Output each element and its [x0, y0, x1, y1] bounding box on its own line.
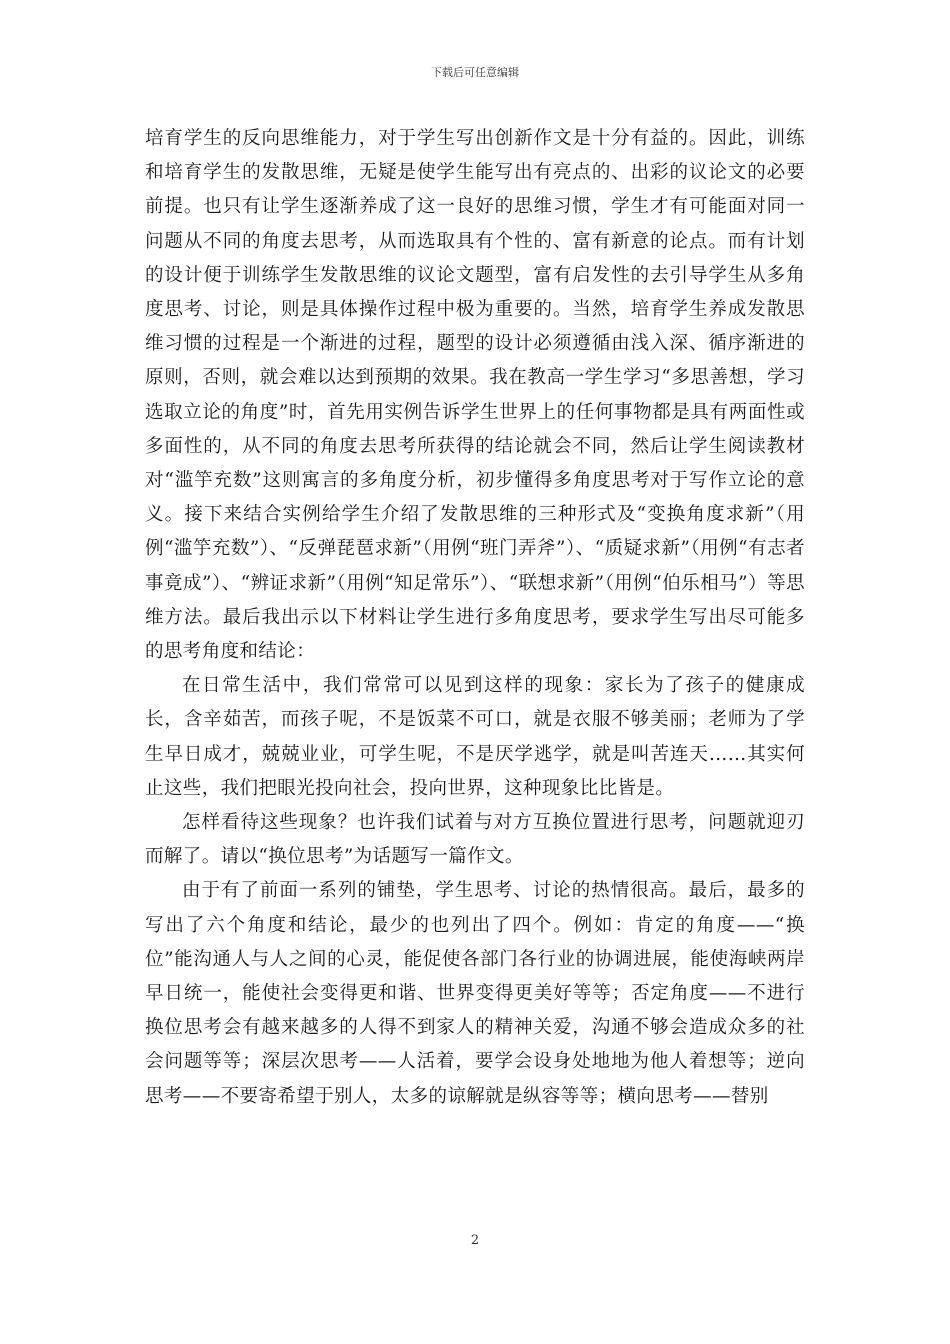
document-body: [145, 122, 805, 1114]
page-header: 下载后可任意编辑: [431, 66, 519, 79]
paragraph-3: 怎样看待这些现象？也许我们试着与对方互换位置进行思考，问题就迎刃而解了。请以“换位思考”为话题写一篇作文。: [145, 812, 805, 868]
paragraph-4: 由于有了前面一系列的铺垫，学生思考、讨论的热情很高。最后，最多的写出了六个角度和结论，最少的也列出了四个。例如：肯定的角度——“换位”能沟通人与人之间的心灵，能促使各部门各行业的协调进展，能使海峡两岸早日统一，能使社会变得更和谐、世界变得更美好等等；否定角度——不进行换位思考会有越来越多的人得不到家人的精神关爱，沟通不够会造成众多的社会问题等等；深层次思考——人活着，要学会设身处地地为他人着想等；逆向思考——不要寄希望于别人，太多的谅解就是纵容等等；横向思考——替别: [145, 880, 805, 1107]
page-number: 2: [470, 1233, 480, 1248]
paragraph-2: 在日常生活中，我们常常可以见到这样的现象：家长为了孩子的健康成长，含辛茹苦，而孩子呢，不是饭菜不可口，就是衣服不够美丽；老师为了学生早日成才，兢兢业业，可学生呢，不是厌学逃学，就是叫苦连天……其实何止这些，我们把眼光投向社会，投向世界，这种现象比比皆是。: [145, 675, 805, 799]
paragraph-1: 培育学生的反向思维能力，对于学生写出创新作文是十分有益的。因此，训练和培育学生的发散思维，无疑是使学生能写出有亮点的、出彩的议论文的必要前提。也只有让学生逐渐养成了这一良好的思维习惯，学生才有可能面对同一问题从不同的角度去思考，从而选取具有个性的、富有新意的论点。而有计划的设计便于训练学生发散思维的议论文题型，富有启发性的去引导学生从多角度思考、讨论，则是具体操作过程中极为重要的。当然，培育学生养成发散思维习惯的过程是一个渐进的过程，题型的设计必须遵循由浅入深、循序渐进的原则，否则，就会难以达到预期的效果。我在教高一学生学习“多思善想，学习选取立论的角度”时，首先用实例告诉学生世界上的任何事物都是具有两面性或多面性的，从不同的角度去思考所获得的结论就会不同，然后让学生阅读教材对“滥竽充数”这则寓言的多角度分析，初步懂得多角度思考对于写作立论的意义。接下来结合实例给学生介绍了发散思维的三种形式及“变换角度求新”（用例“滥竽充数”）、“反弹琵琶求新”（用例“班门弄斧”）、“质疑求新”（用例“有志者事竟成”）、“辨证求新”（用例“知足常乐”）、“联想求新”（用例“伯乐相马”）等思维方法。最后我出示以下材料让学生进行多角度思考，要求学生写出尽可能多的思考角度和结论：: [145, 128, 805, 663]
